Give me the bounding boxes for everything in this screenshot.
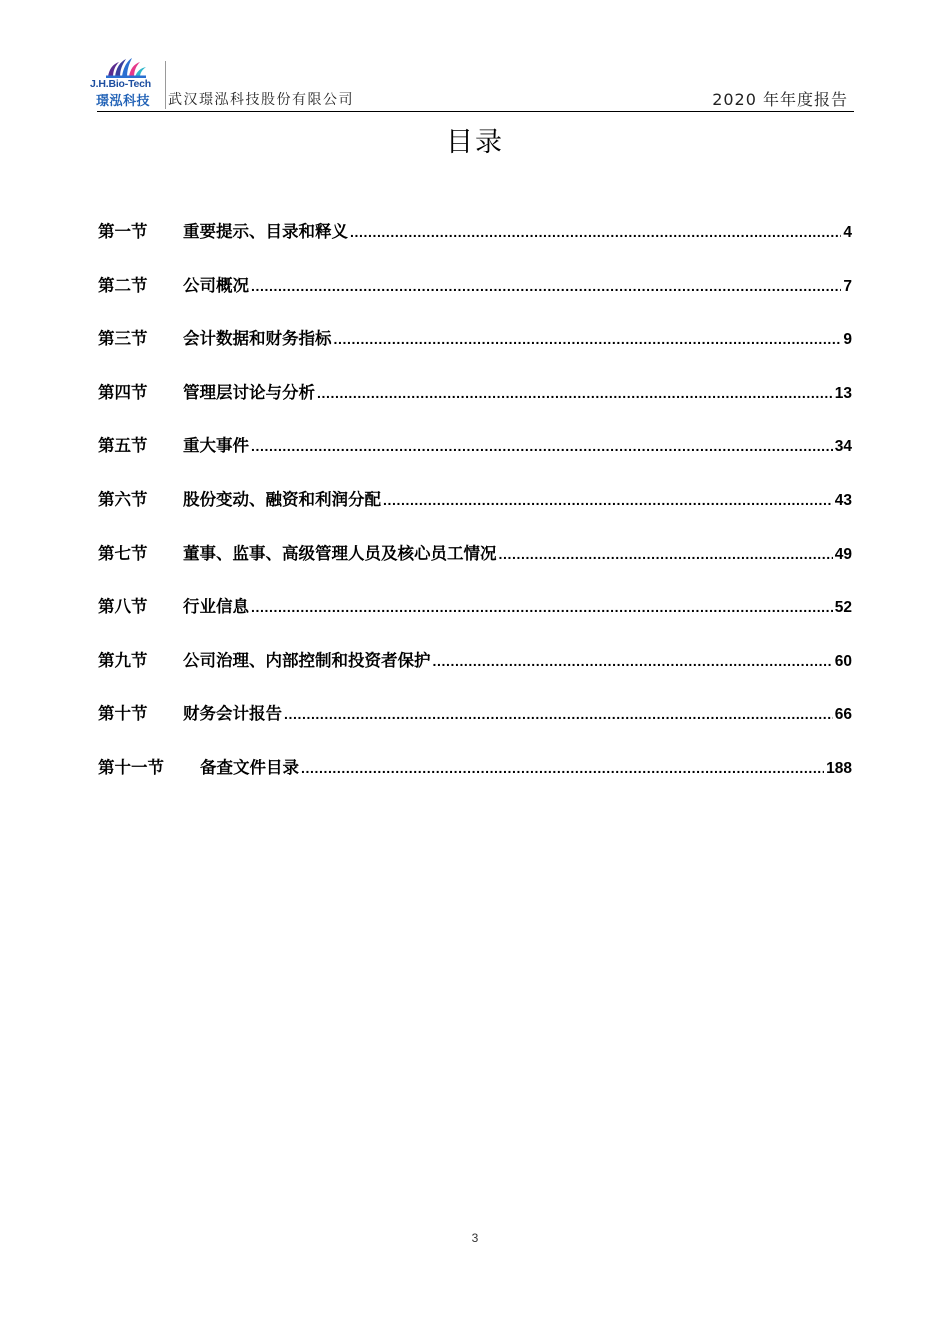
toc-section-title[interactable]: 管理层讨论与分析 [183, 382, 315, 402]
page-number: 3 [471, 1231, 479, 1245]
toc-leader-dots [350, 224, 841, 240]
toc-page-number[interactable]: 188 [826, 759, 852, 777]
toc-heading: 目录 [446, 127, 504, 158]
toc-section-number: 第五节 [98, 436, 148, 456]
toc-entry[interactable] [98, 486, 852, 540]
toc-leader-dots [251, 599, 833, 615]
toc-leader-dots [499, 546, 833, 562]
company-name: 武汉璟泓科技股份有限公司 [168, 92, 354, 108]
toc-entry[interactable] [98, 218, 852, 272]
toc-page-number[interactable]: 43 [834, 491, 852, 509]
logo-english-text: J.H.Bio-Tech [90, 78, 151, 90]
table-of-contents [98, 218, 852, 808]
toc-leader-dots [317, 385, 833, 401]
toc-leader-dots [383, 492, 833, 508]
toc-page-number[interactable]: 9 [843, 331, 852, 349]
toc-section-number: 第四节 [98, 382, 148, 402]
toc-leader-dots [433, 653, 833, 669]
toc-section-title[interactable]: 公司治理、内部控制和投资者保护 [183, 650, 431, 670]
toc-leader-dots [284, 706, 833, 722]
toc-entry[interactable] [98, 432, 852, 486]
toc-section-number: 第一节 [98, 222, 148, 241]
toc-leader-dots [334, 331, 842, 347]
toc-section-title[interactable]: 股份变动、融资和利润分配 [183, 489, 381, 509]
toc-section-title[interactable]: 财务会计报告 [183, 704, 282, 724]
logo-chinese-text: 璟泓科技 [96, 94, 151, 109]
toc-section-title[interactable]: 董事、监事、高级管理人员及核心员工情况 [183, 543, 497, 563]
toc-section-number: 第三节 [98, 329, 148, 349]
toc-section-title[interactable]: 重要提示、目录和释义 [183, 222, 348, 241]
jh-biotech-logo-icon [104, 56, 148, 78]
toc-entry[interactable] [98, 647, 852, 701]
toc-page-number[interactable]: 4 [843, 224, 852, 241]
toc-page-number[interactable]: 49 [834, 545, 852, 563]
toc-section-title[interactable]: 公司概况 [183, 275, 249, 295]
toc-entry[interactable] [98, 700, 852, 754]
toc-section-title[interactable]: 会计数据和财务指标 [183, 329, 332, 349]
toc-entry[interactable] [98, 593, 852, 647]
toc-entry[interactable] [98, 754, 852, 808]
toc-page-number[interactable]: 60 [834, 652, 852, 670]
toc-section-number: 第二节 [98, 275, 148, 295]
toc-page-number[interactable]: 34 [834, 438, 852, 456]
header-divider [97, 111, 854, 112]
logo-divider [165, 61, 166, 109]
toc-entry[interactable] [98, 325, 852, 379]
toc-leader-dots [301, 760, 824, 776]
toc-entry[interactable] [98, 540, 852, 594]
toc-section-number: 第十节 [98, 704, 148, 724]
company-logo [88, 56, 162, 108]
toc-section-number: 第九节 [98, 650, 148, 670]
toc-page-number[interactable]: 52 [834, 599, 852, 617]
toc-leader-dots [251, 438, 833, 454]
toc-section-number: 第十一节 [98, 757, 164, 777]
report-title: 2020 年年度报告 [712, 90, 848, 109]
toc-entry[interactable] [98, 379, 852, 433]
toc-section-title[interactable]: 行业信息 [183, 597, 249, 617]
toc-leader-dots [251, 278, 841, 294]
toc-section-number: 第七节 [98, 543, 148, 563]
toc-section-title[interactable]: 重大事件 [183, 436, 249, 456]
toc-section-number: 第八节 [98, 597, 148, 617]
toc-section-title[interactable]: 备查文件目录 [200, 757, 299, 777]
toc-page-number[interactable]: 7 [843, 277, 852, 295]
toc-entry[interactable] [98, 272, 852, 326]
toc-page-number[interactable]: 66 [834, 706, 852, 724]
toc-section-number: 第六节 [98, 489, 148, 509]
page-header [88, 56, 854, 112]
toc-page-number[interactable]: 13 [834, 384, 852, 402]
